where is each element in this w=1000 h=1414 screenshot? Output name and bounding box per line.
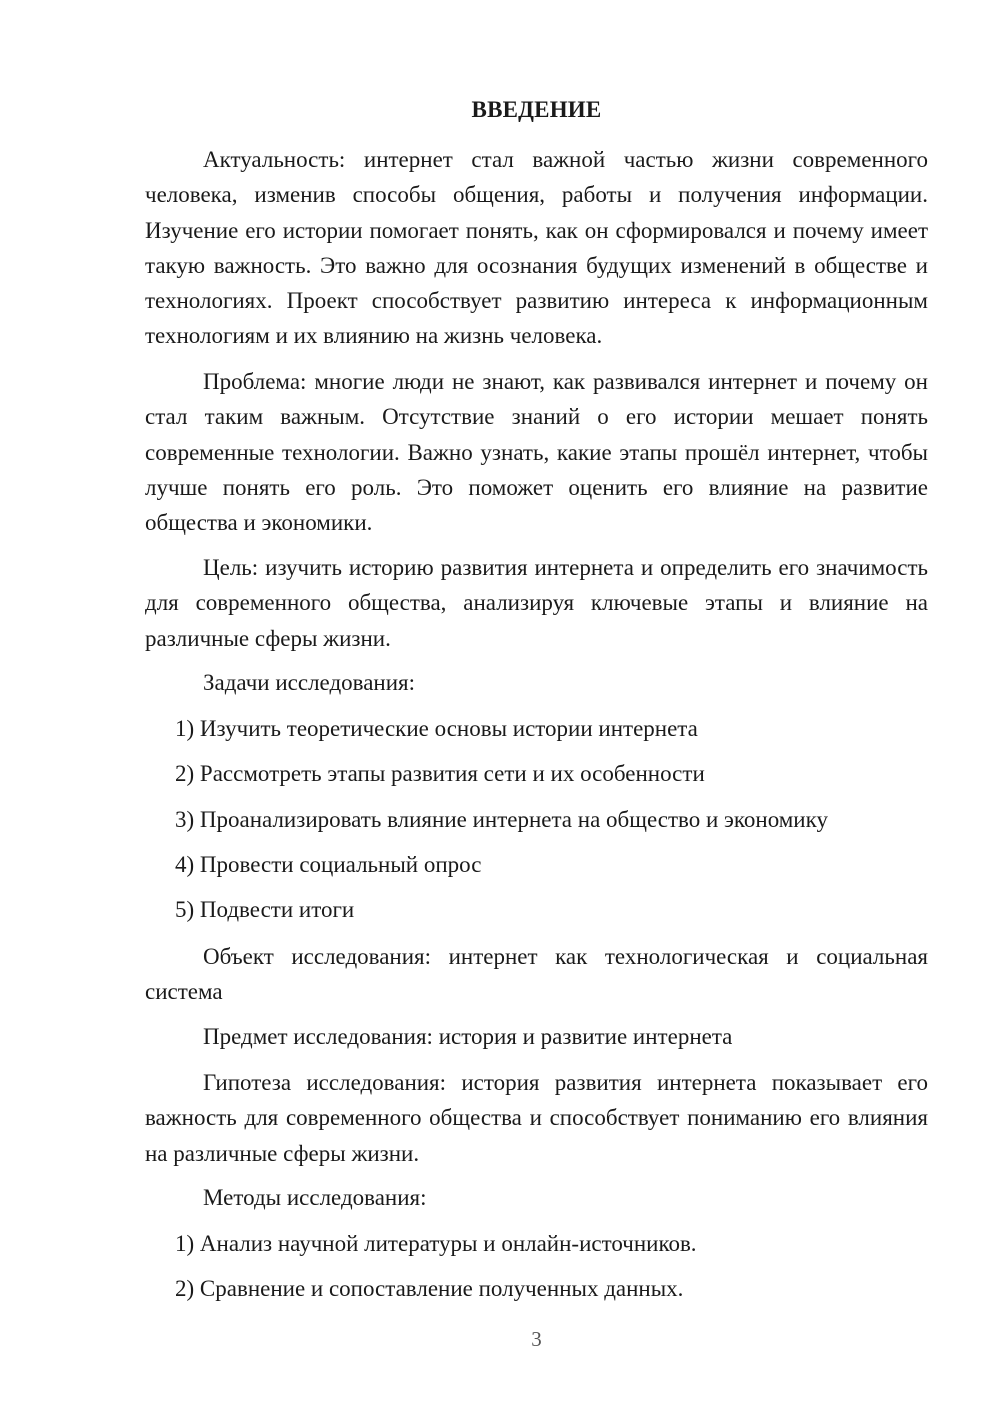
task-item: 1) Изучить теоретические основы истории интернета [175, 716, 698, 741]
methods-heading: Методы исследования: [203, 1185, 427, 1210]
task-item: 2) Рассмотреть этапы развития сети и их особенности [175, 761, 705, 786]
object-paragraph: Объект исследования: интернет как технологическая и социальная система [145, 944, 928, 1005]
relevance-paragraph: Актуальность: интернет стал важной частью жизни современного человека, изменив способы общения, работы и получения информации. Изучение его истории помогает понять, как он сформировался и почему имеет такую важность. Это важно для осознания будущих изменений в обществе и технологиях. Проект способствует развитию интереса к информационным технологиям и их влиянию на жизнь человека. [145, 147, 928, 349]
task-item: 5) Подвести итоги [175, 897, 355, 922]
task-item: 3) Проанализировать влияние интернета на общество и экономику [175, 807, 828, 832]
task-item: 4) Провести социальный опрос [175, 852, 482, 877]
page-title: ВВЕДЕНИЕ [471, 97, 602, 122]
method-item: 1) Анализ научной литературы и онлайн-источников. [175, 1231, 697, 1256]
hypothesis-paragraph: Гипотеза исследования: история развития интернета показывает его важность для современного общества и способствует пониманию его влияния на различные сферы жизни. [145, 1070, 928, 1166]
subject-paragraph: Предмет исследования: история и развитие интернета [203, 1024, 733, 1049]
goal-paragraph: Цель: изучить историю развития интернета и определить его значимость для современного общества, анализируя ключевые этапы и влияние на различные сферы жизни. [145, 555, 928, 651]
tasks-heading: Задачи исследования: [203, 670, 416, 695]
document-page [145, 0, 928, 1414]
page-number: 3 [531, 1327, 542, 1351]
method-item: 2) Сравнение и сопоставление полученных данных. [175, 1276, 684, 1301]
problem-paragraph: Проблема: многие люди не знают, как развивался интернет и почему он стал таким важным. Отсутствие знаний о его истории мешает понять современные технологии. Важно узнать, какие этапы прошёл интернет, чтобы лучше понять его роль. Это поможет оценить его влияние на развитие общества и экономики. [145, 369, 928, 536]
